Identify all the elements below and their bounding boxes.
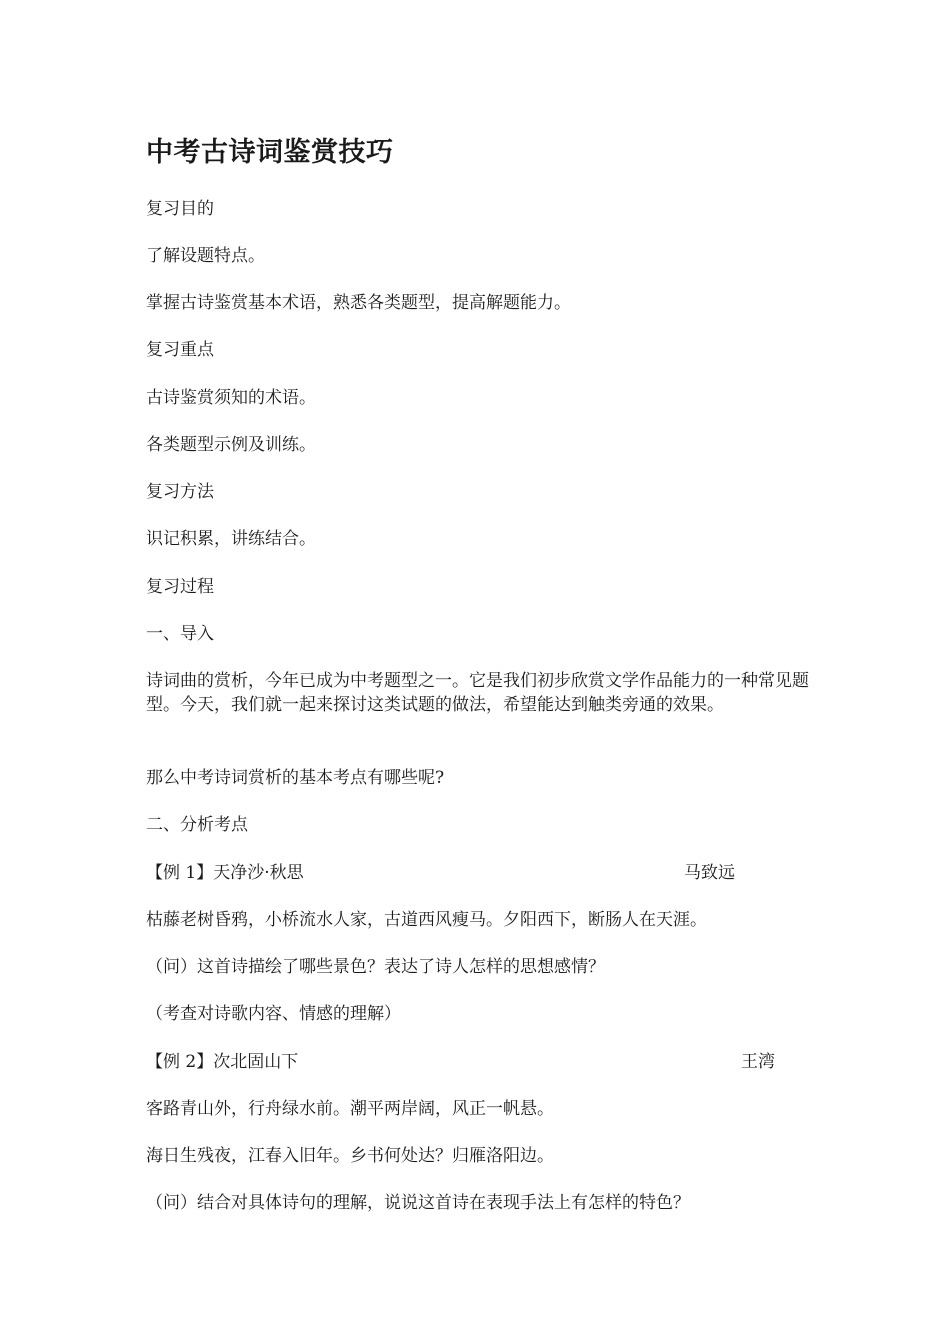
goal-item-2: 掌握古诗鉴赏基本术语，熟悉各类题型，提高解题能力。 — [146, 293, 571, 313]
section-1-heading: 一、导入 — [146, 624, 214, 644]
method-heading: 复习方法 — [146, 482, 214, 502]
focus-heading: 复习重点 — [146, 340, 214, 360]
focus-item-1: 古诗鉴赏须知的术语。 — [146, 388, 316, 408]
example-1-question: （问）这首诗描绘了哪些景色？表达了诗人怎样的思想感情？ — [146, 957, 605, 977]
example-2-title: 【例 2】次北固山下 — [146, 1052, 299, 1072]
intro-question: 那么中考诗词赏析的基本考点有哪些呢? — [146, 768, 445, 788]
example-1-note: （考查对诗歌内容、情感的理解） — [146, 1004, 401, 1024]
method-item-1: 识记积累，讲练结合。 — [146, 529, 316, 549]
goal-item-1: 了解设题特点。 — [146, 246, 265, 266]
example-1-author: 马致远 — [684, 863, 735, 883]
example-2-poem-line-1: 客路青山外，行舟绿水前。潮平两岸阔，风正一帆悬。 — [146, 1099, 554, 1119]
example-1-title: 【例 1】天净沙·秋思 — [146, 863, 304, 883]
example-2-poem-line-2: 海日生残夜，江春入旧年。乡书何处达？归雁洛阳边。 — [146, 1146, 554, 1166]
document-title: 中考古诗词鉴赏技巧 — [146, 137, 394, 168]
focus-item-2: 各类题型示例及训练。 — [146, 435, 316, 455]
example-2-author: 王湾 — [741, 1052, 775, 1072]
goal-heading: 复习目的 — [146, 199, 214, 219]
intro-paragraph: 诗词曲的赏析，今年已成为中考题型之一。它是我们初步欣赏文学作品能力的一种常见题型。今天，我们就一起来探讨这类试题的做法，希望能达到触类旁通的效果。 — [146, 671, 809, 715]
process-heading: 复习过程 — [146, 577, 214, 597]
example-2-question: （问）结合对具体诗句的理解，说说这首诗在表现手法上有怎样的特色？ — [146, 1193, 690, 1213]
example-1-poem: 枯藤老树昏鸦，小桥流水人家，古道西风瘦马。夕阳西下，断肠人在天涯。 — [146, 910, 707, 930]
section-2-heading: 二、分析考点 — [146, 815, 248, 835]
